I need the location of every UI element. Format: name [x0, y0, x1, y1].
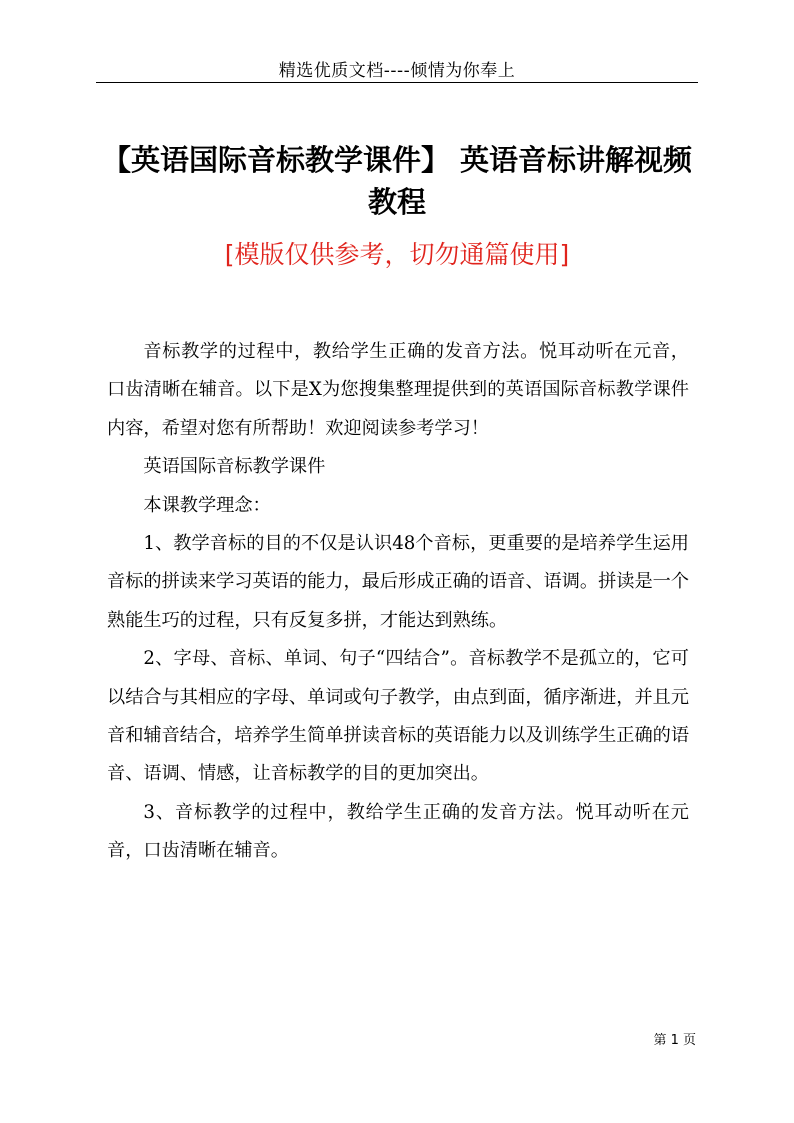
page-header: 精选优质文档----倾情为你奉上	[278, 61, 516, 81]
header-divider	[96, 82, 698, 83]
paragraph-point-3: 3、音标教学的过程中，教给学生正确的发音方法。悦耳动听在元音，口齿清晰在辅音。	[107, 801, 689, 862]
page-number: 第 1 页	[653, 1033, 696, 1048]
paragraph-concept-label: 本课教学理念：	[143, 494, 271, 516]
paragraph-point-1: 1、教学音标的目的不仅是认识48个音标，更重要的是培养学生运用音标的拼读来学习英语的能力，最后形成正确的语音、语调。拼读是一个熟能生巧的过程，只有反复多拼，才能达到熟练。	[107, 533, 690, 631]
template-notice: [模版仅供参考，切勿通篇使用]	[224, 240, 570, 269]
paragraph-intro: 音标教学的过程中，教给学生正确的发音方法。悦耳动听在元音，口齿清晰在辅音。以下是X为您搜集整理提供到的英语国际音标教学课件内容，希望对您有所帮助！欢迎阅读参考学习！	[107, 341, 689, 439]
paragraph-heading: 英语国际音标教学课件	[143, 456, 326, 478]
document-title: 【英语国际音标教学课件】 英语音标讲解视频教程	[101, 143, 693, 219]
document-body	[107, 333, 689, 871]
paragraph-point-2: 2、字母、音标、单词、句子“四结合”。音标教学不是孤立的，它可以结合与其相应的字母、单词或句子教学，由点到面，循序渐进，并且元音和辅音结合，培养学生简单拼读音标的英语能力以及训练学生正确的语音、语调、情感，让音标教学的目的更加突出。	[107, 648, 690, 785]
